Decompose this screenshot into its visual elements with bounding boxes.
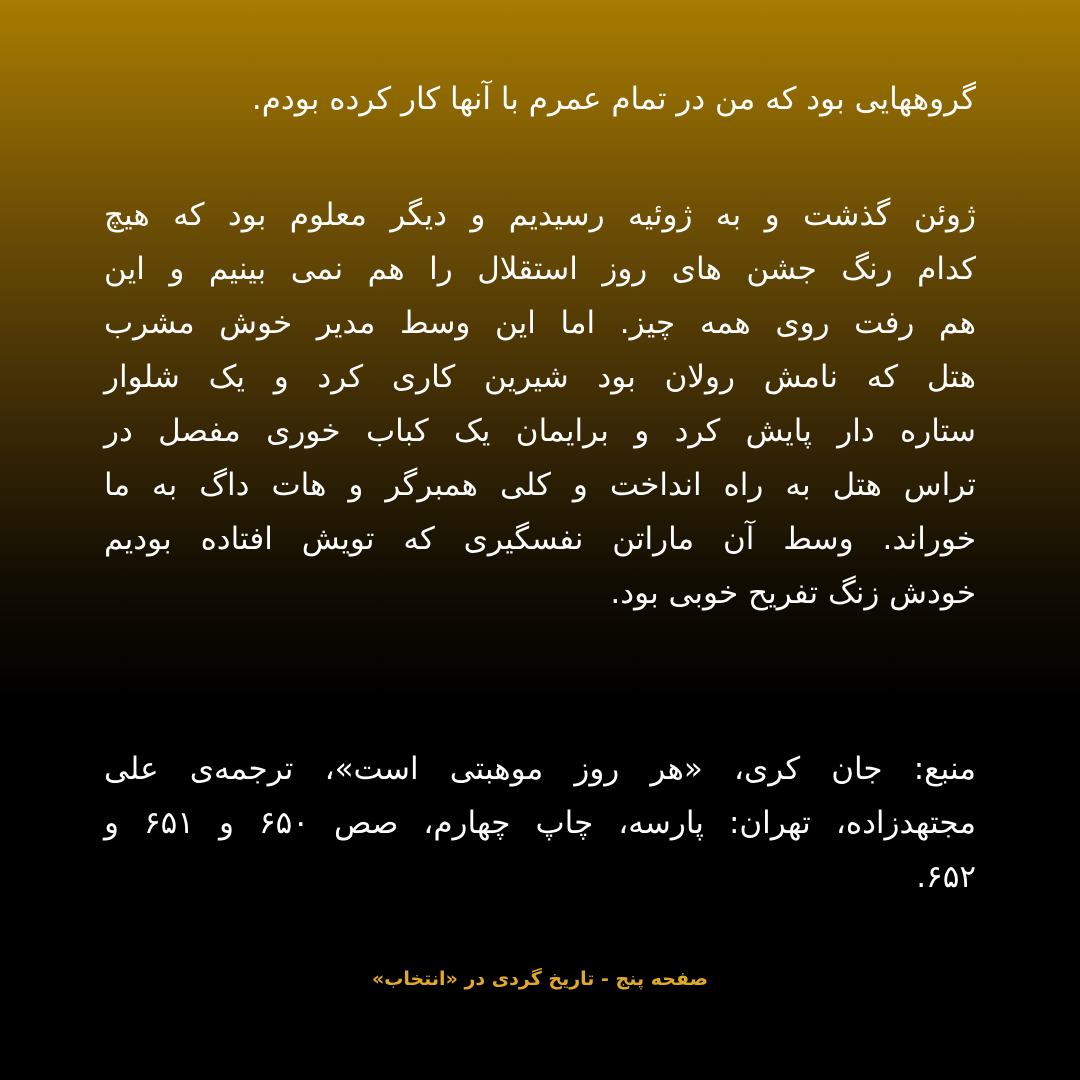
text-line: هتل که نامش رولان بود شیرین کاری کرد و یک شلوار	[104, 359, 976, 395]
text-line: گروههایی بود که من در تمام عمرم با آنها کار کرده بودم.	[251, 81, 976, 117]
text-line: خودش زنگ تفریح خوبی بود.	[610, 575, 976, 611]
intro-text	[104, 72, 976, 126]
text-line: تراس هتل به راه انداخت و کلی همبرگر و هات داگ به ما	[104, 467, 976, 503]
text-line: مجتهدزاده، تهران: پارسه، چاپ چهارم، صص ۶۵۰ و ۶۵۱ و	[104, 805, 976, 841]
page-footer: صفحه پنج - تاریخ گردی در «انتخاب»	[371, 968, 709, 990]
text-line: ستاره دار پایش کرد و برایمان یک کباب خوری مفصل در	[104, 413, 976, 449]
text-line: ژوئن گذشت و به ژوئیه رسیدیم و دیگر معلوم بود که هیچ	[104, 197, 976, 233]
text-line: منبع: جان کری، «هر روز موهبتی است»، ترجمه‌ی علی	[104, 751, 976, 787]
text-line: خوراند. وسط آن ماراتن نفسگیری که تویش افتاده بودیم	[104, 521, 976, 557]
text-line: ۶۵۲.	[916, 859, 976, 895]
source-citation	[104, 742, 976, 904]
text-line: هم رفت روی همه چیز. اما این وسط مدیر خوش مشرب	[104, 305, 976, 341]
main-paragraph	[104, 188, 976, 620]
text-line: کدام رنگ جشن های روز استقلال را هم نمی بینیم و این	[104, 251, 976, 287]
